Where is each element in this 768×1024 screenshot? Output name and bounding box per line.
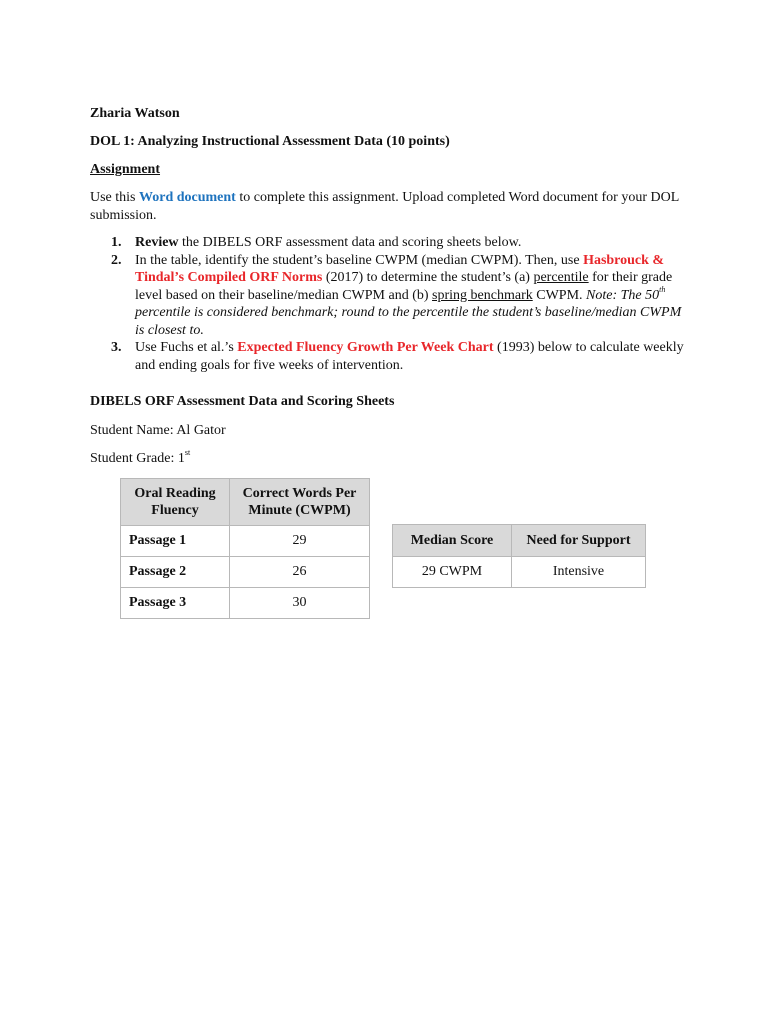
step-2-text: CWPM. — [532, 287, 587, 303]
table-row — [393, 557, 646, 588]
student-grade-line — [90, 450, 190, 468]
word-document-link[interactable]: Word document — [139, 190, 236, 205]
support-level-value: Intensive — [512, 557, 646, 588]
step-3-text: Use Fuchs et al.’s — [135, 340, 238, 355]
step-number: 3. — [111, 340, 122, 355]
orf-scores-table — [120, 478, 370, 619]
student-name-heading: Zharia Watson — [90, 106, 180, 121]
growth-chart-link[interactable]: Expected Fluency Growth Per Week Chart — [237, 340, 494, 355]
student-name-line: Student Name: Al Gator — [90, 423, 226, 438]
spring-benchmark-term: spring benchmark — [432, 287, 533, 303]
step-1-text: the DIBELS ORF assessment data and scoring sheets below. — [178, 235, 522, 250]
column-header: Oral Reading Fluency — [121, 479, 230, 526]
intro-paragraph — [90, 189, 690, 224]
column-header: Correct Words Per Minute (CWPM) — [230, 479, 370, 526]
passage-label: Passage 2 — [121, 557, 230, 588]
table-header-row — [121, 479, 370, 526]
grade-superscript: st — [184, 448, 191, 458]
median-support-table — [392, 524, 646, 588]
table-row — [121, 526, 370, 557]
cwpm-value: 29 — [230, 526, 370, 557]
intro-text-before: Use this — [90, 190, 139, 205]
note-superscript: th — [659, 284, 666, 294]
table-row — [121, 557, 370, 588]
cwpm-value: 30 — [230, 588, 370, 619]
passage-label: Passage 1 — [121, 526, 230, 557]
step-2-note: Note: The 50 — [586, 287, 660, 303]
instruction-steps — [90, 234, 690, 374]
step-2-text: for their grade level based on their baseline/median CWPM and (b) — [135, 270, 673, 303]
assignment-heading: Assignment — [90, 162, 161, 177]
column-header: Median Score — [393, 525, 512, 557]
step-1-bold: Review — [135, 235, 179, 250]
step-3-text: (1993) below to calculate weekly and ending goals for five weeks of intervention. — [135, 340, 684, 373]
step-3 — [90, 339, 690, 374]
document-title: DOL 1: Analyzing Instructional Assessment Data (10 points) — [90, 134, 450, 149]
column-header: Need for Support — [512, 525, 646, 557]
passage-label: Passage 3 — [121, 588, 230, 619]
student-grade-label: Student Grade: 1 — [90, 451, 185, 466]
table-header-row — [393, 525, 646, 557]
step-2-note: percentile is considered benchmark; round to the percentile the student’s baseline/median CWPM is closest to. — [135, 305, 682, 338]
intro-text-after: to complete this assignment. Upload completed Word document for your DOL submission. — [90, 190, 679, 223]
step-number: 2. — [111, 252, 122, 268]
step-number: 1. — [111, 235, 122, 250]
cwpm-value: 26 — [230, 557, 370, 588]
orf-norms-link[interactable]: Hasbrouck & Tindal’s Compiled ORF Norms — [135, 252, 665, 285]
percentile-term: percentile — [533, 270, 589, 285]
section-heading: DIBELS ORF Assessment Data and Scoring Sheets — [90, 394, 395, 409]
step-2 — [90, 252, 690, 340]
median-score-value: 29 CWPM — [393, 557, 512, 588]
step-1 — [90, 234, 690, 252]
step-2-text: (2017) to determine the student’s (a) — [322, 270, 534, 285]
step-2-text: In the table, identify the student’s baseline CWPM (median CWPM). Then, use — [135, 252, 584, 268]
table-row — [121, 588, 370, 619]
